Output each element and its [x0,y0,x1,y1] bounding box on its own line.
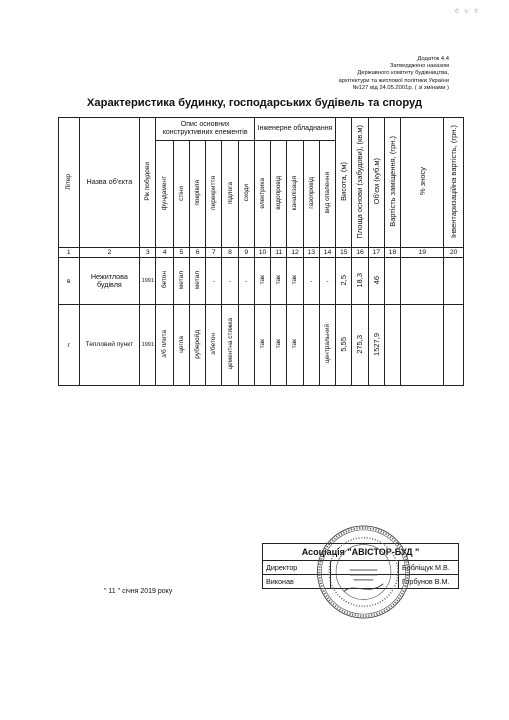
column-number: 10 [254,248,270,258]
header-area: Площа основи (забудови), (кв.м) [352,118,368,248]
cell-volume: 1527,9 [368,305,384,386]
header-year: Рік побудови [140,118,156,248]
executor-name: Горбунов В.М. [399,575,459,589]
cell-name: Нежитлова будівля [79,258,140,305]
cell-liter: в [59,258,80,305]
cell-heating: - [319,258,335,305]
column-number: 16 [352,248,368,258]
document-title: Характеристика будинку, господарських будівель та споруд [86,97,423,109]
cell-inventory [444,258,464,305]
cell-wear [401,258,444,305]
cell-walls: цегла [173,305,189,386]
approval-line: Додаток 4.4 [417,56,449,62]
header-walls: стіни [173,141,189,248]
cell-replacement [384,305,400,386]
column-number: 2 [79,248,140,258]
approval-line: Державного комітету будівництва, [357,70,449,77]
header-electric: електрика [254,141,270,248]
cell-stairs [238,305,254,386]
cell-roof: руберойд [189,305,205,386]
cell-liter: г [59,305,80,386]
column-number-row [59,248,464,258]
cell-electric: так [254,258,270,305]
cell-water: так [271,258,287,305]
approval-line: Затверджено наказом [389,63,449,70]
cell-foundation: з/б плита [156,305,173,386]
cell-replacement [384,258,400,305]
cell-area: 18,3 [352,258,368,305]
header-wear: % зносу [401,118,444,248]
header-replacement: Вартість заміщення, (грн.) [384,118,400,248]
executor-label: Виконав [263,575,331,589]
column-number: 8 [222,248,238,258]
column-number: 9 [238,248,254,258]
approval-block [249,56,449,92]
column-number: 18 [384,248,400,258]
header-group-engineering: Інженерне обладнання [254,118,335,141]
cell-floor: цементна стяжка [222,305,238,386]
approval-line: архітектури та житлової політики України [338,77,449,84]
column-number: 1 [59,248,80,258]
column-number: 12 [287,248,303,258]
header-floor: підлога [222,141,238,248]
document-date: " 11 " січня 2019 року [104,588,173,595]
corner-mark: ё ь ё [455,8,481,15]
header-roof: покрівля [189,141,205,248]
approval-line: №127 від 24.05.2001р. ( зі змінами ) [352,84,449,91]
cell-area: 275,3 [352,305,368,386]
header-sewer: каналізація [287,141,303,248]
header-ceilings: перекриття [206,141,222,248]
column-number: 5 [173,248,189,258]
cell-name: Тепловий пункт [79,305,140,386]
cell-roof: метал [189,258,205,305]
cell-gas: - [303,258,319,305]
column-number: 14 [319,248,335,258]
cell-heating: центральний [319,305,335,386]
header-water: водопровід [271,141,287,248]
characteristics-table [58,117,464,386]
association-name: Асоціація "АВІСТОР-БУД " [263,544,459,561]
header-liter: Літер [59,118,80,248]
column-number: 19 [401,248,444,258]
column-number: 17 [368,248,384,258]
table-row [59,258,464,305]
cell-ceilings: з/бетон [206,305,222,386]
cell-ceilings: - [206,258,222,305]
cell-year: 1991 [140,305,156,386]
column-number: 15 [336,248,352,258]
cell-floor: - [222,258,238,305]
header-row-groups [59,118,464,141]
header-height: Висота, (м) [336,118,352,248]
header-name: Назва об'єкта [79,118,140,248]
cell-walls: метал [173,258,189,305]
header-inventory: Інвентаризаційна вартість, (грн.) [444,118,464,248]
cell-water: так [271,305,287,386]
director-name: Бобліщук М.В. [399,561,459,575]
cell-inventory [444,305,464,386]
cell-sewer: так [287,258,303,305]
column-number: 3 [140,248,156,258]
cell-sewer: так [287,305,303,386]
cell-stairs: - [238,258,254,305]
column-number: 6 [189,248,205,258]
header-volume: Об'єм (куб.м) [368,118,384,248]
header-stairs: сходи [238,141,254,248]
header-group-structural: Опис основних конструктивних елементів [156,118,254,141]
header-heating: вид опалення [319,141,335,248]
column-number: 11 [271,248,287,258]
column-number: 4 [156,248,173,258]
column-number: 13 [303,248,319,258]
director-label: Директор [263,561,331,575]
cell-height: 2,5 [336,258,352,305]
header-foundation: фундамент [156,141,173,248]
cell-year: 1991 [140,258,156,305]
cell-electric: так [254,305,270,386]
column-number: 20 [444,248,464,258]
cell-volume: 46 [368,258,384,305]
seal-stamp [312,523,415,621]
cell-wear [401,305,444,386]
header-gas: газопровід [303,141,319,248]
cell-foundation: бетон [156,258,173,305]
table-row [59,305,464,386]
cell-gas [303,305,319,386]
column-number: 7 [206,248,222,258]
cell-height: 5,55 [336,305,352,386]
